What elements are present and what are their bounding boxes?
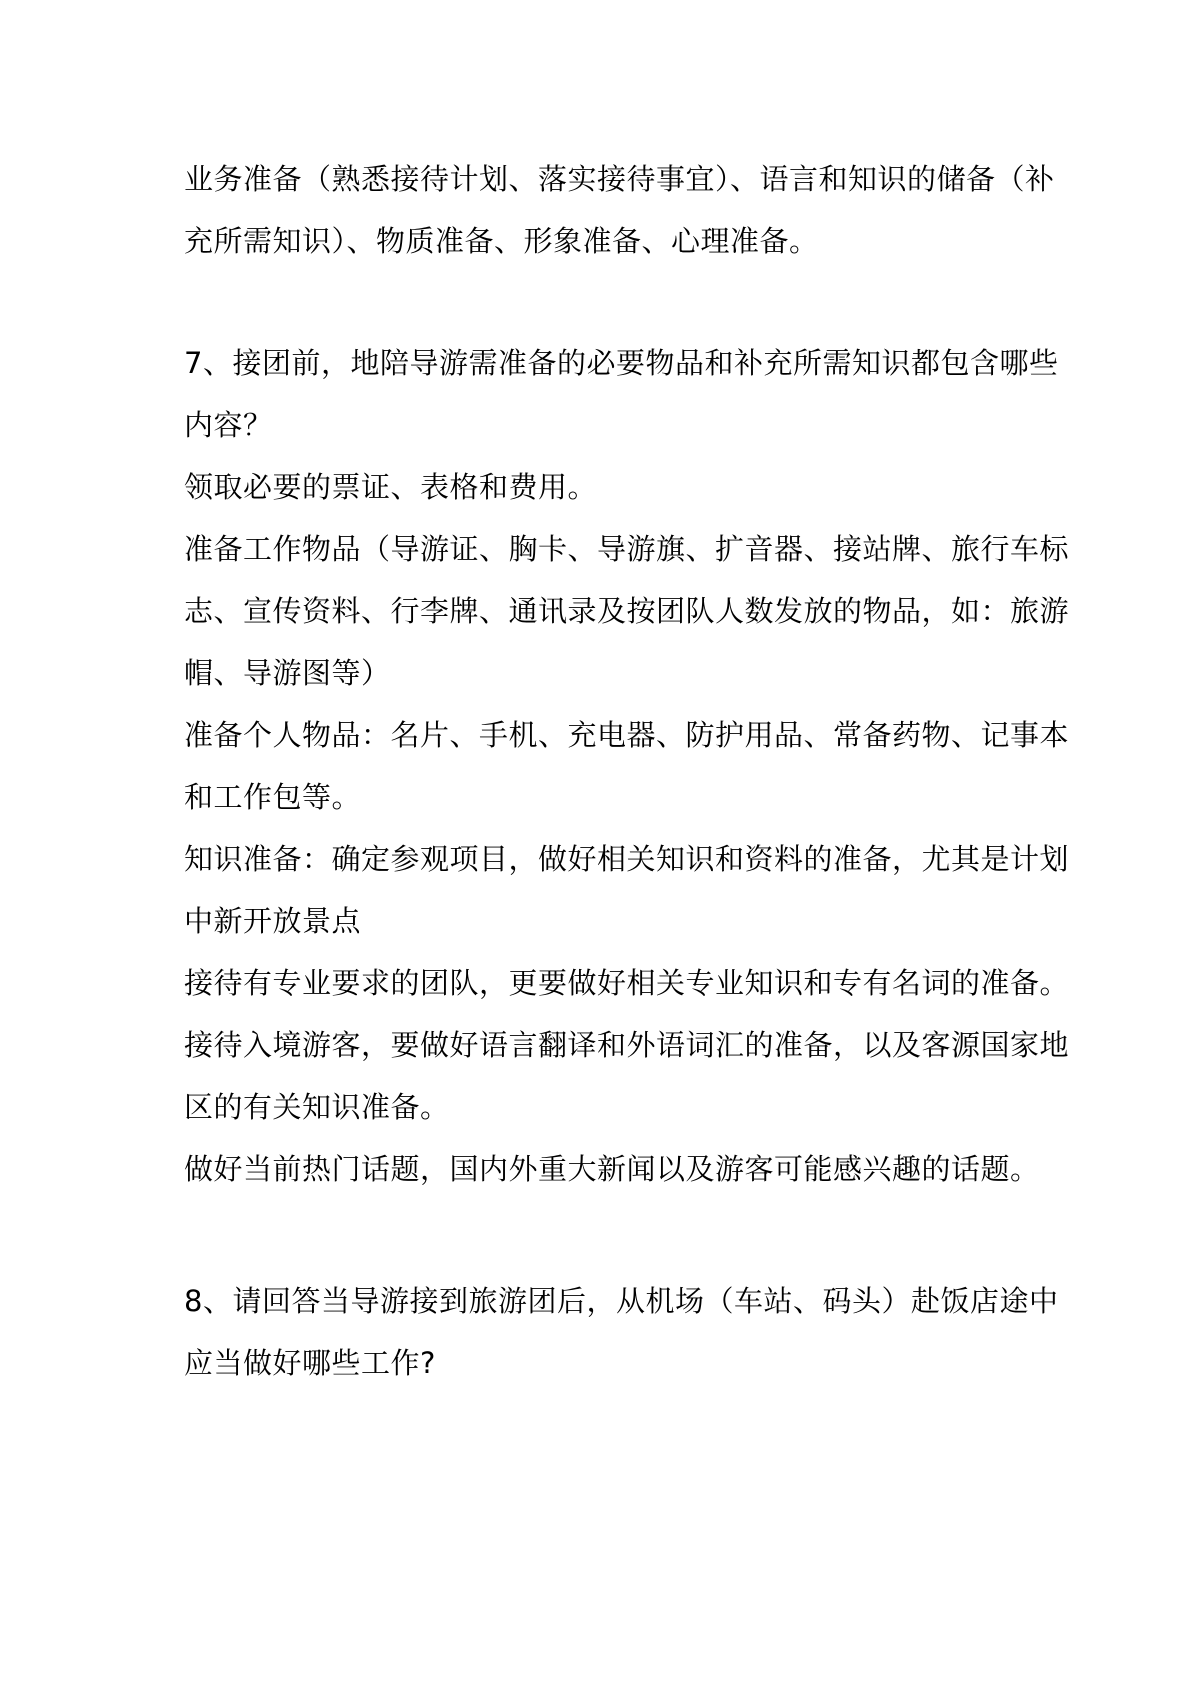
question-8-line: 8、请回答当导游接到旅游团后，从机场（车站、码头）赴饭店途中 (184, 1284, 1059, 1318)
answer-7-line: 志、宣传资料、行李牌、通讯录及按团队人数发放的物品，如：旅游 (184, 594, 1070, 628)
answer-7-line: 帽、导游图等） (184, 656, 391, 690)
question-8-line: 应当做好哪些工作? (184, 1346, 436, 1380)
question-7-line: 7、接团前，地陪导游需准备的必要物品和补充所需知识都包含哪些 (184, 346, 1059, 380)
section-spacer (184, 1200, 1034, 1270)
answer-7-line: 中新开放景点 (184, 904, 362, 938)
answer-7-line: 准备个人物品：名片、手机、充电器、防护用品、常备药物、记事本 (184, 718, 1070, 752)
question-7-section (184, 332, 1070, 1200)
answer-7-line: 领取必要的票证、表格和费用。 (184, 470, 598, 504)
answer-7-line: 接待有专业要求的团队，更要做好相关专业知识和专有名词的准备。 (184, 966, 1070, 1000)
intro-line: 充所需知识）、物质准备、形象准备、心理准备。 (184, 224, 819, 258)
answer-7-line: 知识准备：确定参观项目，做好相关知识和资料的准备，尤其是计划 (184, 842, 1070, 876)
question-7-line: 内容？ (184, 408, 273, 442)
answer-7-line: 准备工作物品（导游证、胸卡、导游旗、扩音器、接站牌、旅行车标 (184, 532, 1070, 566)
intro-line: 业务准备（熟悉接待计划、落实接待事宜）、语言和知识的储备（补 (184, 162, 1055, 196)
intro-section (184, 148, 1055, 272)
document-body (184, 148, 1070, 1394)
answer-7-line: 区的有关知识准备。 (184, 1090, 450, 1124)
answer-7-line: 接待入境游客，要做好语言翻译和外语词汇的准备，以及客源国家地 (184, 1028, 1070, 1062)
answer-7-line: 做好当前热门话题，国内外重大新闻以及游客可能感兴趣的话题。 (184, 1152, 1040, 1186)
question-8-section (184, 1270, 1059, 1394)
section-spacer (184, 272, 1034, 332)
answer-7-line: 和工作包等。 (184, 780, 362, 814)
